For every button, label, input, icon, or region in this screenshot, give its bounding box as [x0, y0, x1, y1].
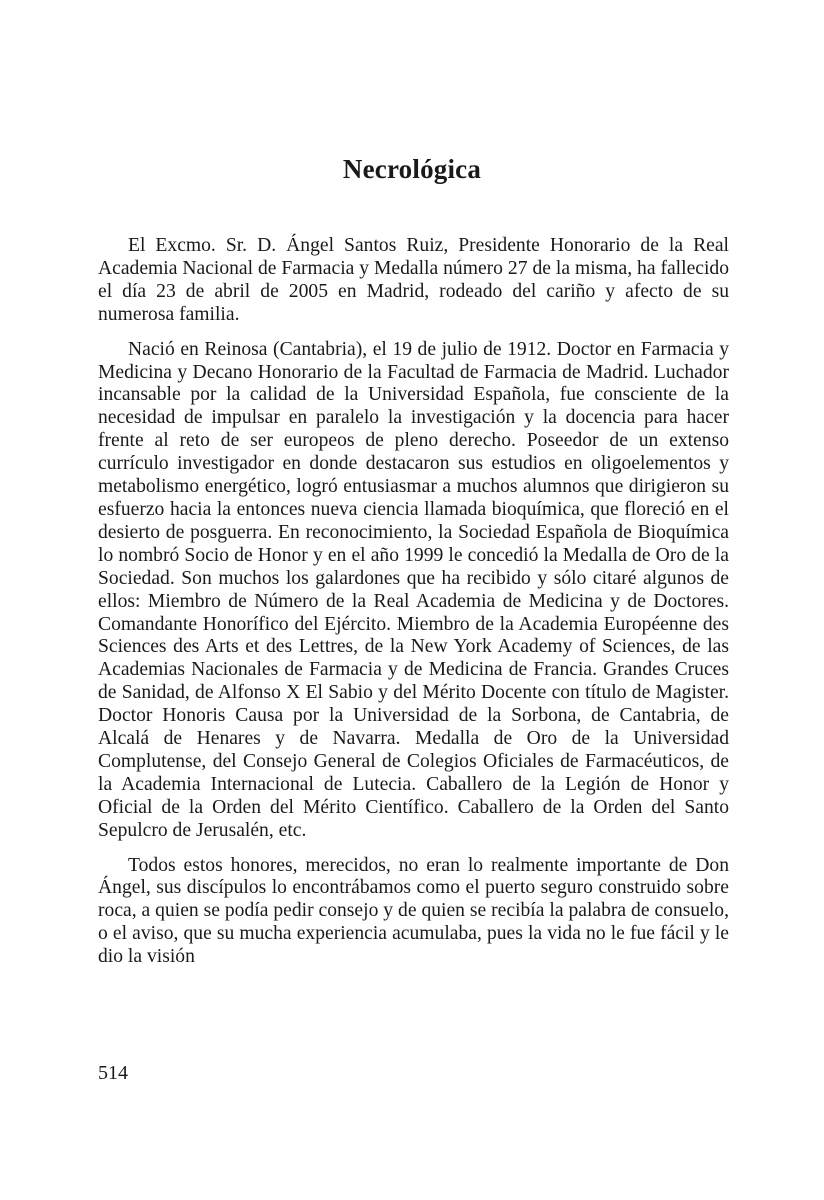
paragraph-1: El Excmo. Sr. D. Ángel Santos Ruiz, Presidente Honorario de la Real Academia Nacional de Farmacia y Medalla número 27 de la misma, ha fallecido el día 23 de abril de 2005 en Madrid, rodeado del cariño y afecto de su numerosa familia.: [98, 235, 729, 325]
body-text: [98, 235, 729, 981]
page-title: Necrológica: [342, 154, 482, 184]
paragraph-3: Todos estos honores, merecidos, no eran lo realmente importante de Don Ángel, sus discípulos lo encontrábamos como el puerto seguro construido sobre roca, a quien se podía pedir consejo y de quien se recibía la palabra de consuelo, o el aviso, que su mucha experiencia acumulaba, pues la vida no le fue fácil y le dio la visión: [98, 854, 729, 968]
paragraph-2: Nació en Reinosa (Cantabria), el 19 de julio de 1912. Doctor en Farmacia y Medicina y Decano Honorario de la Facultad de Farmacia de Madrid. Luchador incansable por la calidad de la Universidad Española, fue consciente de la necesidad de impulsar en paralelo la investigación y la docencia para hacer frente al reto de ser europeos de pleno derecho. Poseedor de un extenso currículo investigador en donde destacaron sus estudios en oligoelementos y metabolismo energético, logró entusiasmar a muchos alumnos que dirigieron su esfuerzo hacia la entonces nueva ciencia llamada bioquímica, que floreció en el desierto de posguerra. En reconocimiento, la Sociedad Española de Bioquímica lo nombró Socio de Honor y en el año 1999 le concedió la Medalla de Oro de la Sociedad. Son muchos los galardones que ha recibido y sólo citaré algunos de ellos: Miembro de Número de la Real Academia de Medicina y de Doctores. Comandante Honorífico del Ejército. Miembro de la Academia Européenne des Sciences des Arts et des Lettres, de la New York Academy of Sciences, de las Academias Nacionales de Farmacia y de Medicina de Francia. Grandes Cruces de Sanidad, de Alfonso X El Sabio y del Mérito Docente con título de Magister. Doctor Honoris Causa por la Universidad de la Sorbona, de Cantabria, de Alcalá de Henares y de Navarra. Medalla de Oro de la Universidad Complutense, del Consejo General de Colegios Oficiales de Farmacéuticos, de la Academia Internacional de Lutecia. Caballero de la Legión de Honor y Oficial de la Orden del Mérito Científico. Caballero de la Orden del Santo Sepulcro de Jerusalén, etc.: [98, 338, 729, 841]
page-number: 514: [98, 1062, 128, 1084]
